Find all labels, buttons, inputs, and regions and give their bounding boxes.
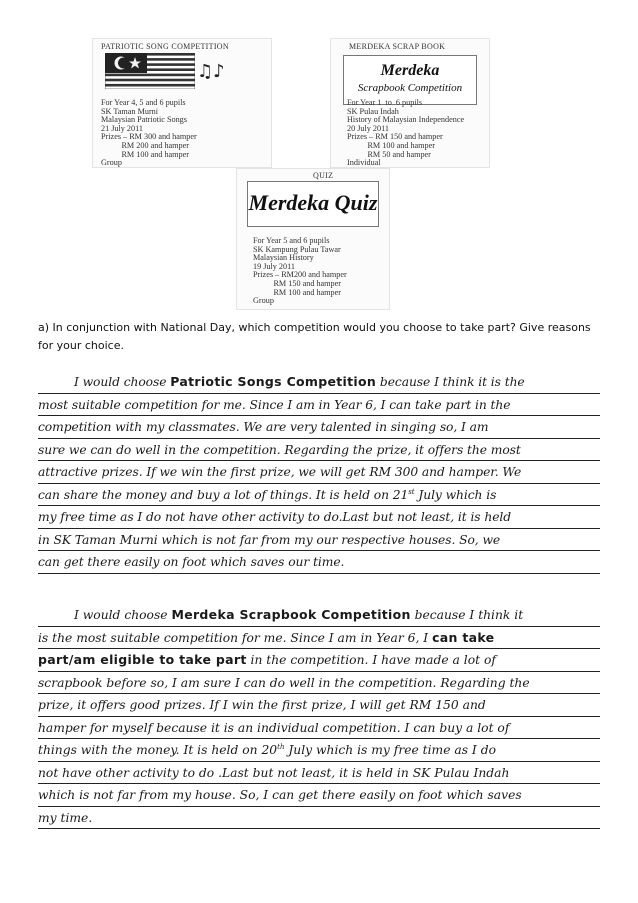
answer-line: in SK Taman Murni which is not far from my our respective houses. So, we (38, 529, 600, 552)
answer-line: hamper for myself because it is an individual competition. I can buy a lot of (38, 717, 600, 740)
poster-title: PATRIOTIC SONG COMPETITION (101, 42, 229, 51)
ordinal-suffix: th (277, 742, 285, 751)
competition-name: Patriotic Songs Competition (170, 374, 377, 389)
ordinal-suffix: st (408, 487, 415, 496)
answer-line: most suitable competition for me. Since I am in Year 6, I can take part in the (38, 394, 600, 417)
answer-line: sure we can do well in the competition. Regarding the prize, it offers the most (38, 439, 600, 462)
answer-text: in the competition. I have made a lot of (246, 653, 496, 667)
malaysia-flag-icon (105, 53, 195, 89)
poster-details: For Year 5 and 6 pupils SK Kampung Pulau Tawar Malaysian History 19 July 2011 Prizes – RM200 and hamper RM 150 and hamper RM 100 and hamper Group (253, 236, 347, 306)
answer-text: July which is my free time as I do (284, 743, 496, 757)
poster-scrapbook (330, 38, 490, 168)
answer-text: July which is (414, 487, 497, 502)
answer-line (38, 649, 600, 672)
answer-line: my time. (38, 807, 600, 830)
answer-line (38, 604, 600, 627)
poster-patriotic-song (92, 38, 272, 168)
emphasis-text: can take (432, 629, 495, 645)
answer-text: I would choose (74, 375, 171, 389)
answer-line: attractive prizes. If we win the first prize, we will get RM 300 and hamper. We (38, 461, 600, 484)
answer-line: competition with my classmates. We are very talented in singing so, I am (38, 416, 600, 439)
poster-title: MERDEKA SCRAP BOOK (349, 42, 446, 51)
question-text: a) In conjunction with National Day, which competition would you choose to take part? Give reasons for your choice. (38, 321, 591, 352)
answer-line (38, 484, 600, 507)
scrapbook-logo-subtitle: Scrapbook Competition (357, 82, 463, 94)
scrapbook-logo-title: Merdeka (380, 62, 440, 79)
answer-line: prize, it offers good prizes. If I win the first prize, I will get RM 150 and (38, 694, 600, 717)
answer-paragraph-1 (38, 371, 600, 574)
answer-line: can get there easily on foot which saves our time. (38, 551, 600, 574)
poster-title: QUIZ (313, 171, 334, 180)
answer-line: scrapbook before so, I am sure I can do well in the competition. Regarding the (38, 672, 600, 695)
answer-text: is the most suitable competition for me. Since I am in Year 6, I (38, 630, 433, 645)
poster-quiz (236, 168, 390, 310)
answer-text: things with the money. It is held on 20 (38, 743, 278, 757)
answer-paragraph-2 (38, 604, 600, 829)
emphasis-text: part/am eligible to take part (38, 652, 247, 667)
poster-details: For Year 4, 5 and 6 pupils SK Taman Murni Malaysian Patriotic Songs 21 July 2011 Prizes – RM 300 and hamper RM 200 and hamper RM 100 and hamper Group (101, 98, 197, 168)
quiz-logo (247, 181, 379, 227)
answer-line: which is not far from my house. So, I can get there easily on foot which saves (38, 784, 600, 807)
competition-name: Merdeka Scrapbook Competition (171, 607, 411, 622)
poster-details: For Year 1 to 6 pupils SK Pulau Indah History of Malaysian Independence 20 July 2011 Prizes – RM 150 and hamper RM 100 and hamper RM 50 and hamper Individual (347, 98, 465, 168)
answer-text: because I think it (410, 608, 524, 622)
answer-text: I would choose (74, 608, 172, 622)
answer-line (38, 739, 600, 762)
answer-line: my free time as I do not have other activity to do.Last but not least, it is held (38, 506, 600, 529)
answer-text: because I think it is the (376, 375, 525, 389)
answer-line (38, 627, 600, 650)
answer-line (38, 371, 600, 394)
answer-text: can share the money and buy a lot of things. It is held on 21 (38, 487, 409, 502)
music-notes-icon: ♫♪ (197, 61, 225, 82)
quiz-logo-text: Merdeka Quiz (248, 190, 378, 215)
answer-line: not have other activity to do .Last but not least, it is held in SK Pulau Indah (38, 762, 600, 785)
